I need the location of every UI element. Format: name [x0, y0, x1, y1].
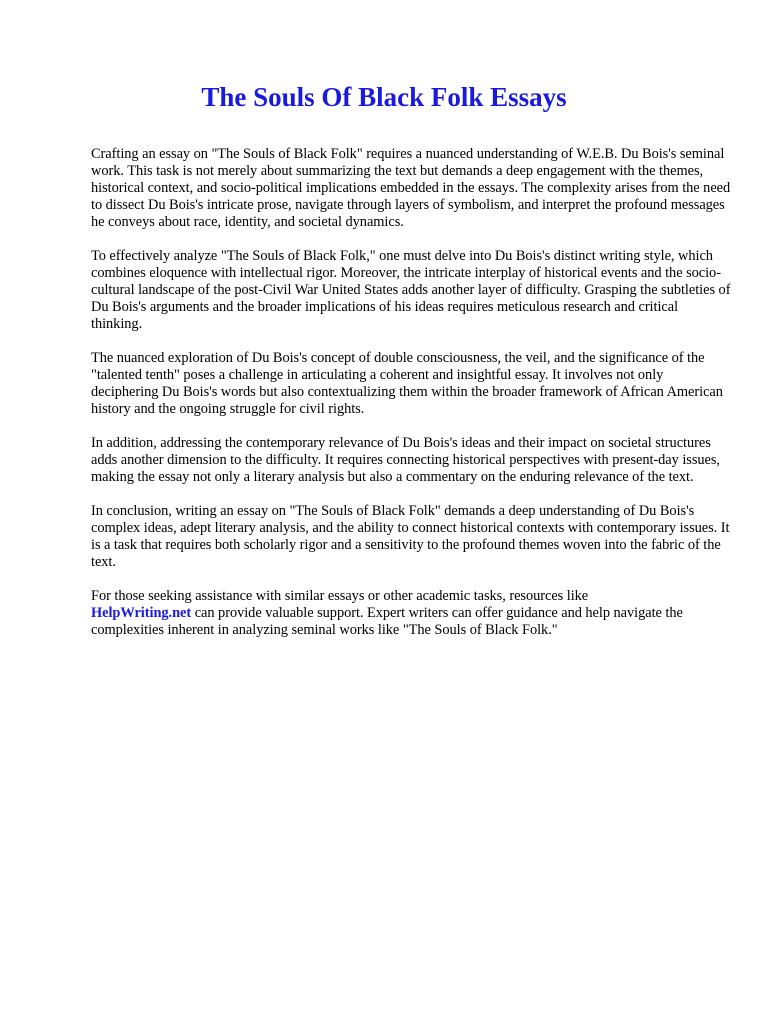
- document-body: [91, 146, 731, 656]
- assistance-text-after-link: can provide valuable support. Expert writers can offer guidance and help navigate the complexities inherent in analyzing seminal works like "The Souls of Black Folk.": [91, 605, 683, 638]
- paragraph-writing-style: To effectively analyze "The Souls of Black Folk," one must delve into Du Bois's distinct writing style, which combines eloquence with intellectual rigor. Moreover, the intricate interplay of historical events and the socio-cultural landscape of the post-Civil War United States adds another layer of difficulty. Grasping the subtleties of Du Bois's arguments and the broader implications of his ideas requires meticulous research and critical thinking.: [91, 248, 731, 332]
- paragraph-intro: Crafting an essay on "The Souls of Black Folk" requires a nuanced understanding of W.E.B. Du Bois's seminal work. This task is not merely about summarizing the text but demands a deep engagement with the themes, historical context, and socio-political implications embedded in the essays. The complexity arises from the need to dissect Du Bois's intricate prose, navigate through layers of symbolism, and interpret the profound messages he conveys about race, identity, and societal dynamics.: [91, 146, 731, 230]
- paragraph-double-consciousness: The nuanced exploration of Du Bois's concept of double consciousness, the veil, and the significance of the "talented tenth" poses a challenge in articulating a coherent and insightful essay. It involves not only deciphering Du Bois's words but also contextualizing them within the broader framework of African American history and the ongoing struggle for civil rights.: [91, 350, 723, 417]
- page-title: The Souls Of Black Folk Essays: [201, 82, 567, 112]
- helpwriting-link[interactable]: HelpWriting.net: [91, 605, 192, 621]
- paragraph-contemporary-relevance: In addition, addressing the contemporary relevance of Du Bois's ideas and their impact on societal structures adds another dimension to the difficulty. It requires connecting historical perspectives with present-day issues, making the essay not only a literary analysis but also a commentary on the enduring relevance of the text.: [91, 435, 720, 485]
- paragraph-assistance: [91, 588, 731, 639]
- assistance-text-before-link: For those seeking assistance with similar essays or other academic tasks, resources like: [91, 588, 589, 604]
- paragraph-conclusion: In conclusion, writing an essay on "The Souls of Black Folk" demands a deep understanding of Du Bois's complex ideas, adept literary analysis, and the ability to connect historical contexts with contemporary issues. It is a task that requires both scholarly rigor and a sensitivity to the profound themes woven into the fabric of the text.: [91, 503, 730, 570]
